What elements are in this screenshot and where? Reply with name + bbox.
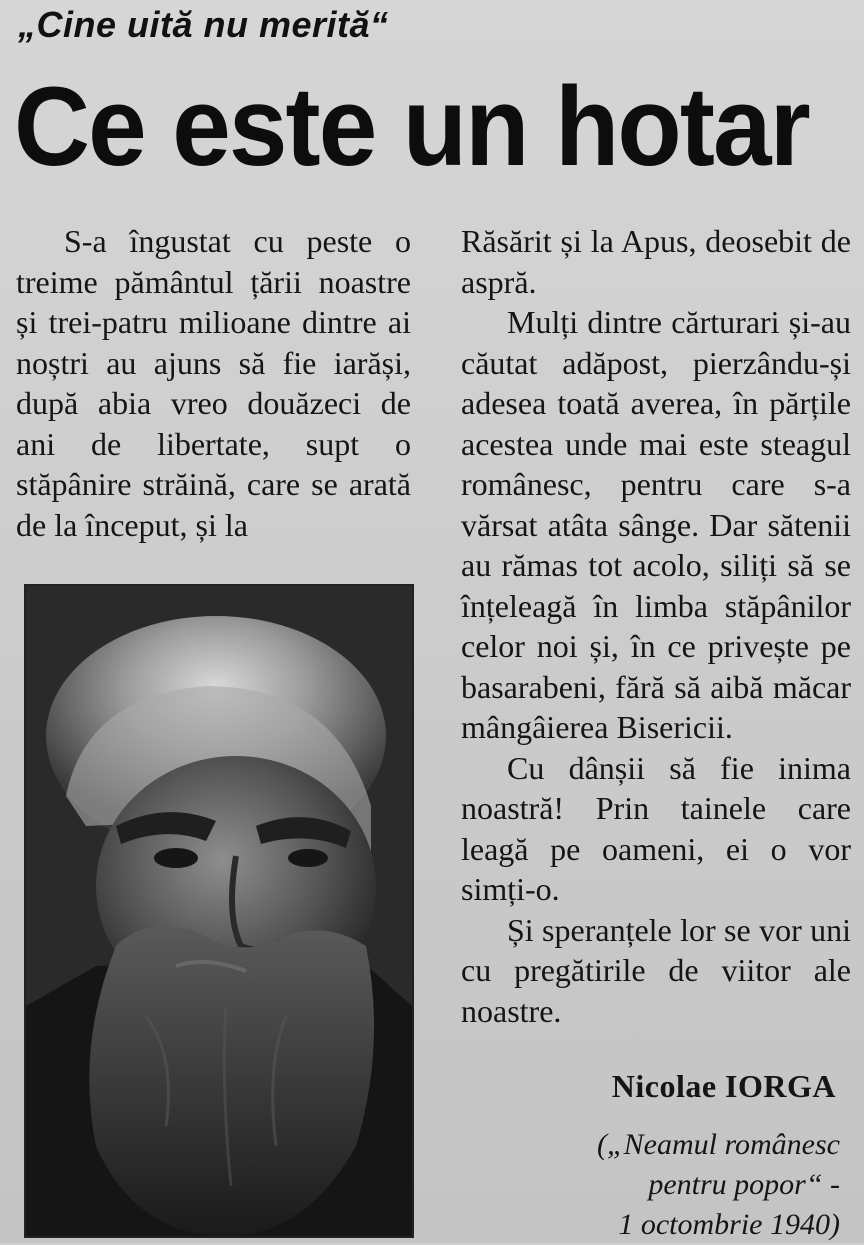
right-column — [461, 221, 851, 1031]
source-line: pentru popor“ - — [648, 1168, 840, 1201]
article-kicker: „Cine uită nu merită“ — [18, 4, 389, 45]
source-citation — [460, 1125, 840, 1245]
source-line: („Neamul românesc — [596, 1128, 840, 1161]
paragraph: S-a îngustat cu peste o treime pământul țării noastre și trei-patru milioane dintre ai noștri au ajuns să fie iarăși, după abia vreo douăzeci de ani de libertate, supt o stăpânire străină, care se arată de la început, și la — [16, 223, 411, 543]
article-headline: Ce este un hotar — [14, 64, 809, 189]
left-column — [16, 221, 411, 545]
source-line: 1 octombrie 1940) — [618, 1208, 840, 1241]
portrait-illustration — [26, 586, 412, 1236]
paragraph: Răsărit și la Apus, deosebit de aspră. — [461, 223, 851, 300]
paragraph: Mulți dintre cărturari și-au căutat adăpost, pierzându-și adesea toată averea, în părțile acestea unde mai este steagul românesc, pentru care s-a vărsat atâta sânge. Dar sătenii au rămas tot acolo, siliți să se înțeleagă în limba stăpânilor celor noi și, în ce privește pe basarabeni, fără să aibă măcar mângâierea Bisericii. — [461, 304, 851, 745]
author-signature: Nicolae IORGA — [611, 1068, 836, 1104]
paragraph: Cu dânșii să fie inima noastră! Prin tainele care leagă pe oameni, ei o vor simți-o. — [461, 749, 851, 907]
portrait-photo — [24, 584, 414, 1238]
paragraph: Și speranțele lor se vor uni cu pregătirile de viitor ale noastre. — [461, 911, 851, 1029]
